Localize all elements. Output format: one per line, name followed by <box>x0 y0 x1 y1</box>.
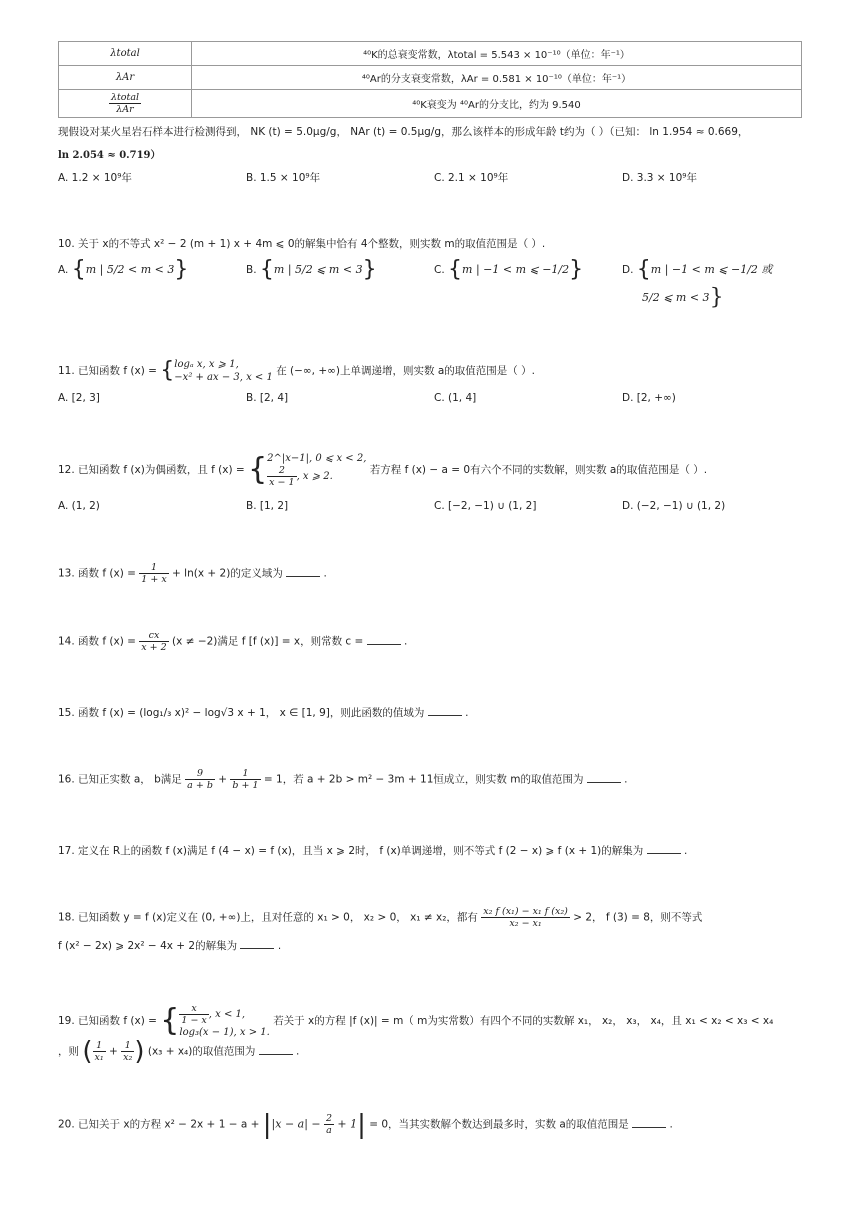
q19-line2-prefix: ，则 <box>58 1045 79 1058</box>
table-text-cell: ⁴⁰K的总衰变常数，λtotal = 5.543 × 10⁻¹⁰（单位：年⁻¹） <box>192 42 802 66</box>
q10-option-b-set: m | 5/2 ⩽ m < 3 <box>273 263 363 276</box>
q17-end: . <box>683 845 688 857</box>
table-symbol-cell: λAr <box>59 66 192 90</box>
q14-denominator: x + 2 <box>141 642 167 653</box>
q11-option-b: B. [2, 4] <box>246 392 289 404</box>
q10-option-b: B. {m | 5/2 ⩽ m < 3} <box>246 257 377 282</box>
q19-frac2-denominator: x₂ <box>123 1052 133 1063</box>
q11-option-c: C. (1, 4] <box>434 392 477 404</box>
q9-option-a: A. 1.2 × 10⁹年 <box>58 172 132 184</box>
q19-line2-text: (x₃ + x₄)的取值范围为 <box>147 1045 256 1058</box>
answer-blank[interactable] <box>587 772 621 783</box>
q19-end: . <box>296 1045 300 1058</box>
q19-plus: + <box>109 1045 118 1058</box>
constants-table <box>58 41 802 118</box>
q10-option-c: C. {m | −1 < m ⩽ −1/2} <box>434 257 584 282</box>
answer-blank[interactable] <box>240 938 274 949</box>
q14-numerator: cx <box>139 630 168 642</box>
q14-stem <box>58 630 407 653</box>
q13-prefix: 13. 函数 f (x) = <box>58 567 136 580</box>
answer-blank[interactable] <box>286 566 320 577</box>
q12-case2-denominator: x − 1 <box>269 477 295 488</box>
q18-suffix: > 2， f (3) = 8，则不等式 <box>573 911 703 924</box>
q18-prefix: 18. 已知函数 y = f (x)定义在 (0, +∞)上，且对任意的 x₁ > 0， x₂ > 0， x₁ ≠ x₂，都有 <box>58 911 478 924</box>
q18-denominator: x₂ − x₁ <box>509 918 542 929</box>
q20-numerator: 2 <box>325 1113 333 1124</box>
q19-frac1-numerator: 1 <box>93 1040 106 1052</box>
q19-line2: ，则 ( $\frac{1}{\text{x₁}}$ + $\frac{1}{\text{x₂}}$ ) (x₃ + x₄)的取值范围为 . <box>58 1036 300 1067</box>
q19-cases <box>179 1003 269 1039</box>
q14-prefix: 14. 函数 f (x) = <box>58 635 136 648</box>
q11-suffix: 在 (−∞, +∞)上单调递增，则实数 a的取值范围是（ ）. <box>276 365 535 377</box>
q19-case2: log₃(x − 1), x > 1. <box>179 1027 270 1038</box>
q12-option-d: D. (−2, −1) ∪ (1, 2) <box>622 500 726 512</box>
q12-stem: 12. 已知函数 f (x)为偶函数，且 f (x) = {2^|x−1|, 0 ⩽ x < 2, $\frac{2}{x - 1}$ , x ⩾ 2. 若方程 f (x) − a = 0有六个不同的实数解，则实数 a的取值范围是（ ）. <box>58 452 708 488</box>
q10-option-d: D. {m | −1 < m ⩽ −1/2 或 <box>622 257 773 282</box>
q11-prefix: 11. 已知函数 f (x) = <box>58 365 157 377</box>
q13-suffix: + ln(x + 2)的定义域为 <box>172 567 283 580</box>
q16-frac2-numerator: 1 <box>230 768 260 780</box>
q16-frac1-numerator: 9 <box>185 768 215 780</box>
q11-stem: 11. 已知函数 f (x) = {logₐ x, x ⩾ 1, −x² + ax − 3, x < 1 在 (−∞, +∞)上单调递增，则实数 a的取值范围是（ ）. <box>58 358 535 383</box>
q12-suffix: 若方程 f (x) − a = 0有六个不同的实数解，则实数 a的取值范围是（ ）. <box>369 464 708 476</box>
q18-line2-text: f (x² − 2x) ⩾ 2x² − 4x + 2的解集为 <box>58 940 238 952</box>
q19-case1-tail: , x < 1, <box>208 1009 246 1020</box>
q16-frac2-denominator: b + 1 <box>232 780 259 791</box>
q18-line2 <box>58 938 281 953</box>
ratio-denominator: λAr <box>116 104 134 115</box>
table-row <box>59 66 802 90</box>
table-row <box>59 42 802 66</box>
q19-frac1-denominator: x₁ <box>94 1052 104 1063</box>
table-symbol-cell: λtotal <box>59 42 192 66</box>
q9-option-b: B. 1.5 × 10⁹年 <box>246 172 321 184</box>
q20-stem: 20. 已知关于 x的方程 x² − 2x + 1 − a + ||x − a| − $\frac{2}{a}$ + 1| = 0，当其实数解个数达到最多时，实数 a的取值范围是 . <box>58 1109 673 1140</box>
q19-case1-numerator: x <box>179 1003 208 1015</box>
q20-abs-part1: |x − a| − <box>271 1117 321 1131</box>
q12-case2-numerator: 2 <box>267 465 296 477</box>
q20-abs-part2: + 1 <box>337 1117 358 1131</box>
q12-option-a: A. (1, 2) <box>58 500 100 512</box>
option-letter: D. <box>622 264 634 276</box>
q11-option-a: A. [2, 3] <box>58 392 100 404</box>
q13-denominator: 1 + x <box>141 574 167 585</box>
q15-end: . <box>465 707 469 719</box>
q9-stem-line2: ln 2.054 ≈ 0.719） <box>58 150 161 161</box>
q19-frac2-numerator: 1 <box>121 1040 134 1052</box>
table-text-cell: ⁴⁰K衰变为 ⁴⁰Ar的分支比，约为 9.540 <box>192 90 802 118</box>
q17-stem <box>58 843 687 858</box>
q16-end: . <box>624 773 628 786</box>
q13-stem <box>58 562 327 585</box>
q15-stem <box>58 705 468 720</box>
q20-end: . <box>669 1118 673 1131</box>
q12-case1: 2^|x−1|, 0 ⩽ x < 2, <box>267 453 367 464</box>
q20-prefix: 20. 已知关于 x的方程 x² − 2x + 1 − a + <box>58 1118 260 1131</box>
q20-suffix: = 0，当其实数解个数达到最多时，实数 a的取值范围是 <box>369 1118 629 1131</box>
q16-suffix: = 1，若 a + 2b > m² − 3m + 11恒成立，则实数 m的取值范围为 <box>263 773 584 786</box>
q10-option-c-set: m | −1 < m ⩽ −1/2 <box>462 263 570 276</box>
q13-end: . <box>323 567 327 580</box>
table-symbol-cell <box>59 90 192 118</box>
q10-option-a: A. {m | 5/2 < m < 3} <box>58 257 189 282</box>
q19-suffix: 若关于 x的方程 |f (x)| = m（ m为实常数）有四个不同的实数解 x₁， x₂， x₃， x₄，且 x₁ < x₂ < x₃ < x₄ <box>273 1015 774 1027</box>
q19-prefix: 19. 已知函数 f (x) = <box>58 1015 157 1027</box>
answer-blank[interactable] <box>632 1117 666 1128</box>
q18-numerator: x₂ f (x₁) − x₁ f (x₂) <box>483 906 568 917</box>
q15-text: 15. 函数 f (x) = (log₁/₃ x)² − log√3 x + 1， x ∈ [1, 9]，则此函数的值域为 <box>58 707 425 719</box>
ratio-numerator: λtotal <box>110 92 140 103</box>
q12-case2-tail: , x ⩾ 2. <box>296 471 333 482</box>
q11-case2: −x² + ax − 3, x < 1 <box>174 372 273 383</box>
answer-blank[interactable] <box>259 1044 293 1055</box>
q9-option-d: D. 3.3 × 10⁹年 <box>622 172 698 184</box>
option-letter: C. <box>434 264 445 276</box>
q14-suffix: (x ≠ −2)满足 f [f (x)] = x，则常数 c = <box>172 635 364 648</box>
option-letter: B. <box>246 264 257 276</box>
q11-cases <box>174 358 273 384</box>
q19-stem: 19. 已知函数 f (x) = { $\frac{x}{1 - x}$ , x < 1, log₃(x − 1), x > 1. 若关于 x的方程 |f (x)| = m（ m为实常数）有四个不同的实数解 x₁， x₂， x₃， x₄，且 x₁ < x₂ < x₃ < x₄ <box>58 1003 774 1038</box>
answer-blank[interactable] <box>647 843 681 854</box>
table-row <box>59 90 802 118</box>
q11-case1: logₐ x, x ⩾ 1, <box>174 359 239 370</box>
q10-option-a-set: m | 5/2 < m < 3 <box>85 263 175 276</box>
answer-blank[interactable] <box>367 634 401 645</box>
q10-option-d-set-part1: m | −1 < m ⩽ −1/2 或 <box>650 263 773 276</box>
q12-option-c: C. [−2, −1) ∪ (1, 2] <box>434 500 537 512</box>
q12-prefix: 12. 已知函数 f (x)为偶函数，且 f (x) = <box>58 464 245 476</box>
answer-blank[interactable] <box>428 705 462 716</box>
q18-stem <box>58 906 702 929</box>
q12-option-b: B. [1, 2] <box>246 500 289 512</box>
q20-denominator: a <box>326 1125 332 1136</box>
q10-stem: 10. 关于 x的不等式 x² − 2 (m + 1) x + 4m ⩽ 0的解集中恰有 4个整数，则实数 m的取值范围是（ ）. <box>58 238 546 250</box>
q19-case1-denominator: 1 − x <box>181 1015 207 1026</box>
table-text-cell: ⁴⁰Ar的分支衰变常数，λAr = 0.581 × 10⁻¹⁰（单位：年⁻¹） <box>192 66 802 90</box>
q16-frac1-denominator: a + b <box>187 780 213 791</box>
q10-option-d-set-part2: 5/2 ⩽ m < 3 <box>642 291 710 304</box>
q17-text: 17. 定义在 R上的函数 f (x)满足 f (4 − x) = f (x)，且当 x ⩾ 2时， f (x)单调递增，则不等式 f (2 − x) ⩾ f (x + 1)的解集为 <box>58 845 644 857</box>
q16-prefix: 16. 已知正实数 a， b满足 <box>58 773 182 786</box>
option-letter: A. <box>58 264 69 276</box>
q9-option-c: C. 2.1 × 10⁹年 <box>434 172 509 184</box>
q9-stem-line1: 现假设对某火星岩石样本进行检测得到， NK (t) = 5.0μg/g， NAr (t) = 0.5μg/g，那么该样本的形成年龄 t约为（ ）（已知： ln 1.954 ≈ 0.669， <box>58 126 749 138</box>
q14-end: . <box>404 635 408 648</box>
q11-option-d: D. [2, +∞) <box>622 392 676 404</box>
q13-numerator: 1 <box>139 562 168 574</box>
q10-option-d-line2: 5/2 ⩽ m < 3} <box>642 285 724 310</box>
q18-end: . <box>277 940 282 952</box>
q12-cases <box>267 452 366 488</box>
q16-stem <box>58 768 628 791</box>
q16-plus: + <box>218 773 228 786</box>
